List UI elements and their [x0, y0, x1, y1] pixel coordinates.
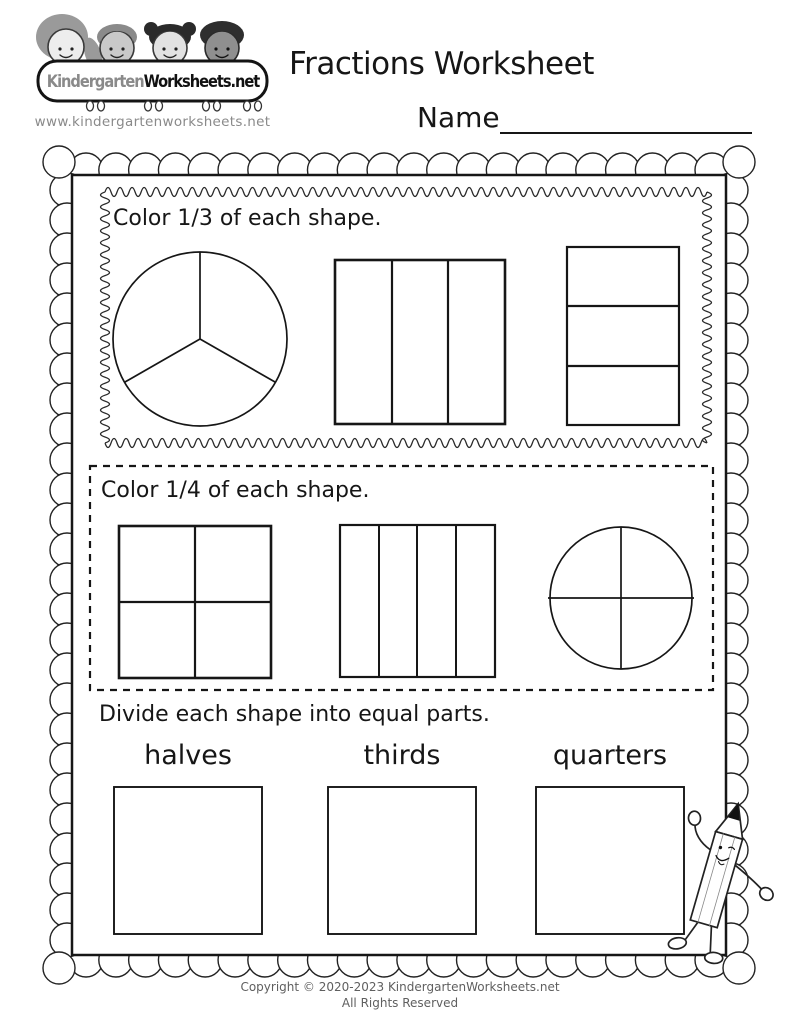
circle-quarters-shape [548, 527, 694, 669]
website-url: www.kindergartenworksheets.net [34, 114, 271, 130]
label-halves: halves [144, 740, 232, 771]
logo-wordmark [46, 65, 260, 99]
name-field-row [417, 102, 752, 134]
label-quarters: quarters [552, 740, 668, 771]
rights-text: All Rights Reserved [341, 996, 459, 1010]
logo-wordmark-gray: Kindergarten [46, 72, 144, 92]
label-thirds: thirds [363, 740, 441, 771]
section2-instruction: Color 1/4 of each shape. [101, 478, 370, 503]
page-title: Fractions Worksheet [289, 46, 594, 82]
logo-wordmark-black: Worksheets.net [143, 72, 260, 92]
name-label: Name [417, 101, 500, 134]
name-blank-line [500, 102, 752, 134]
copyright-text: Copyright © 2020-2023 KindergartenWorksheets.net [240, 980, 560, 994]
section1-instruction: Color 1/3 of each shape. [113, 206, 382, 231]
section3-instruction: Divide each shape into equal parts. [99, 702, 490, 727]
scalloped-frame-border [43, 146, 755, 984]
